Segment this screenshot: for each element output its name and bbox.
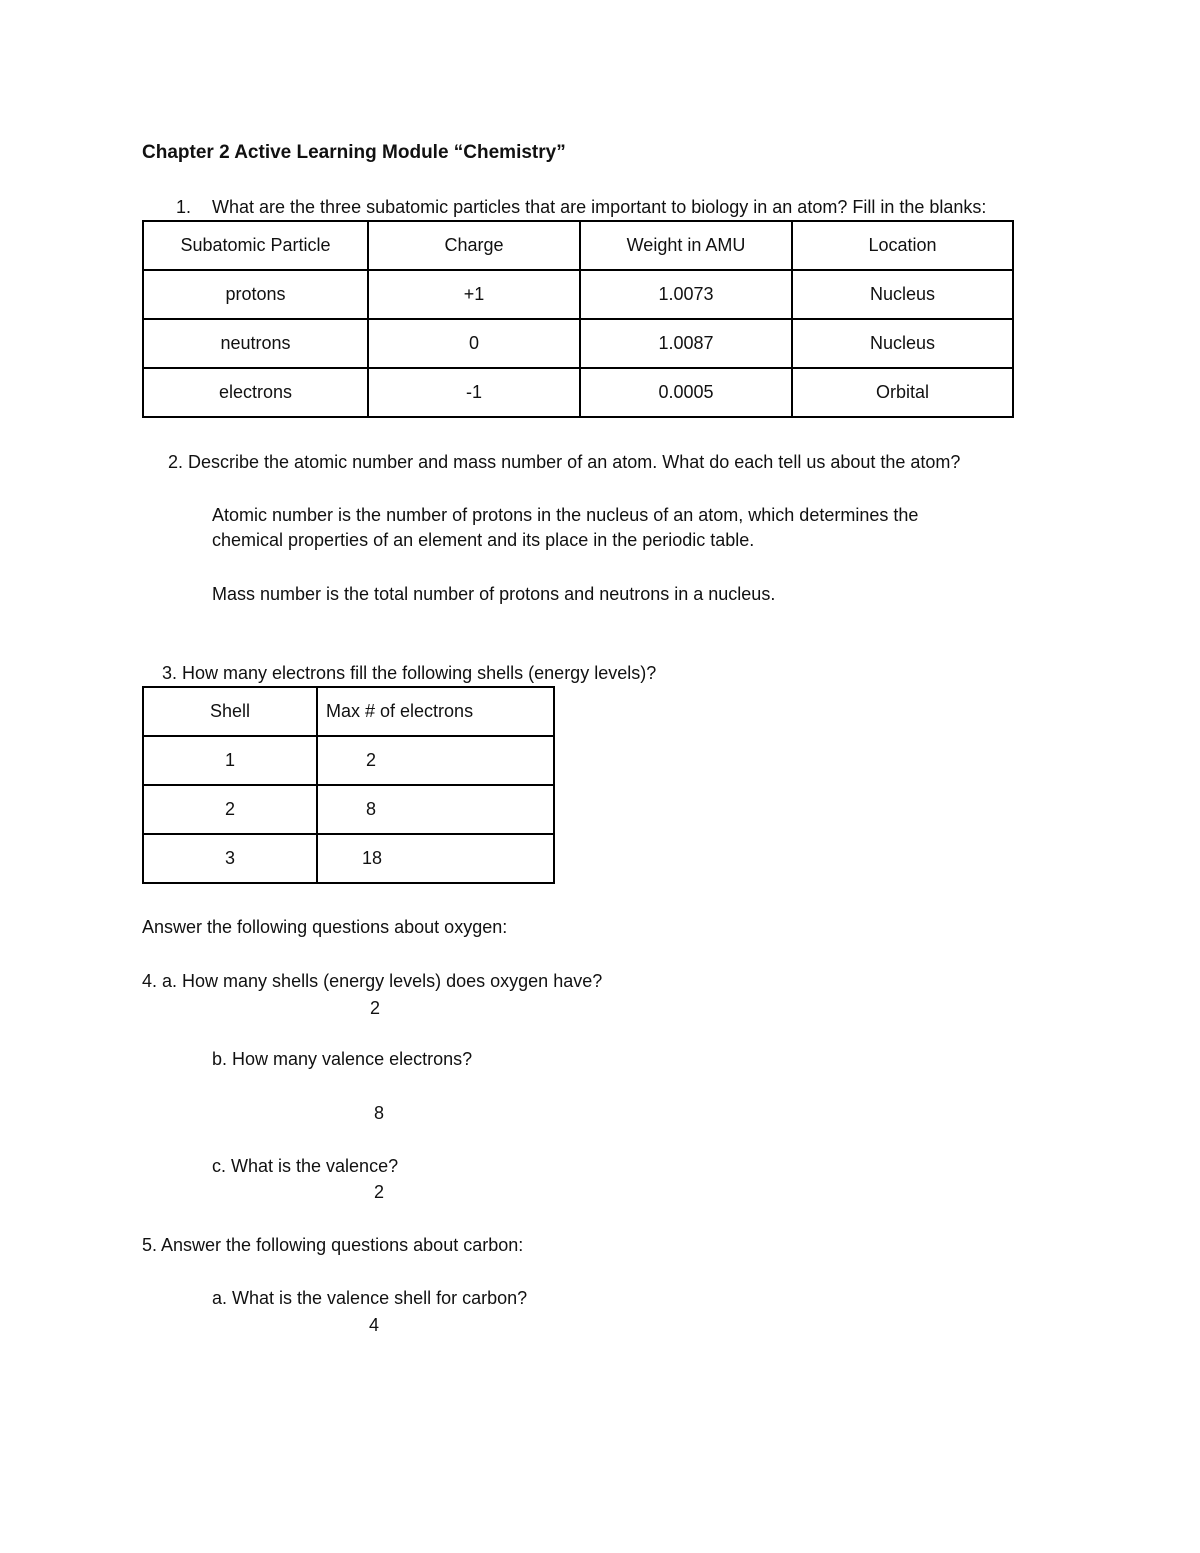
header-cell: Shell: [143, 687, 317, 736]
table-cell: -1: [368, 368, 580, 417]
header-cell: Location: [792, 221, 1013, 270]
table-row: [143, 368, 1013, 417]
table-cell: 2: [317, 736, 554, 785]
table-cell: 8: [317, 785, 554, 834]
document-title: Chapter 2 Active Learning Module “Chemistry”: [142, 142, 566, 163]
q5a-answer: 4: [369, 1315, 380, 1335]
table-cell: 1: [143, 736, 317, 785]
table-header-row: [143, 221, 1013, 270]
table-row: [143, 785, 554, 834]
q2-answer-line: chemical properties of an element and its place in the periodic table.: [212, 530, 755, 550]
q1-text: What are the three subatomic particles that are important to biology in an atom? Fill in the blanks:: [212, 197, 987, 217]
table-cell: 3: [143, 834, 317, 883]
oxygen-intro: Answer the following questions about oxygen:: [142, 917, 508, 937]
q4b-text: b. How many valence electrons?: [212, 1049, 473, 1069]
q4c-answer: 2: [374, 1182, 385, 1202]
table-cell: 18: [317, 834, 554, 883]
q2-answer-line: Atomic number is the number of protons in the nucleus of an atom, which determines the: [212, 505, 919, 525]
table-cell: 0.0005: [580, 368, 792, 417]
q5a-text: a. What is the valence shell for carbon?: [212, 1288, 528, 1308]
table-header-row: [143, 687, 554, 736]
table-row: [143, 736, 554, 785]
table-cell: neutrons: [143, 319, 368, 368]
table-cell: electrons: [143, 368, 368, 417]
header-cell: Max # of electrons: [317, 687, 554, 736]
table-row: [143, 319, 1013, 368]
table-cell: protons: [143, 270, 368, 319]
table-cell: Orbital: [792, 368, 1013, 417]
table-cell: +1: [368, 270, 580, 319]
shell-table: [142, 686, 555, 884]
table-cell: Nucleus: [792, 319, 1013, 368]
subatomic-table: [142, 220, 1014, 418]
header-cell: Subatomic Particle: [143, 221, 368, 270]
header-cell: Weight in AMU: [580, 221, 792, 270]
q5-text: 5. Answer the following questions about carbon:: [142, 1235, 524, 1255]
q4b-answer: 8: [374, 1103, 385, 1123]
table-row: [143, 270, 1013, 319]
q1-number: 1.: [176, 197, 192, 217]
table-cell: 1.0087: [580, 319, 792, 368]
q4a-answer: 2: [370, 998, 381, 1018]
table-row: [143, 834, 554, 883]
q4c-text: c. What is the valence?: [212, 1156, 399, 1176]
header-cell: Charge: [368, 221, 580, 270]
q2-answer-mass: Mass number is the total number of protons and neutrons in a nucleus.: [212, 584, 776, 604]
q2-text: 2. Describe the atomic number and mass number of an atom. What do each tell us about the atom?: [168, 452, 961, 472]
table-cell: 0: [368, 319, 580, 368]
table-cell: Nucleus: [792, 270, 1013, 319]
table-cell: 2: [143, 785, 317, 834]
q3-text: 3. How many electrons fill the following shells (energy levels)?: [162, 663, 657, 683]
q4a-text: 4. a. How many shells (energy levels) does oxygen have?: [142, 971, 603, 991]
table-cell: 1.0073: [580, 270, 792, 319]
